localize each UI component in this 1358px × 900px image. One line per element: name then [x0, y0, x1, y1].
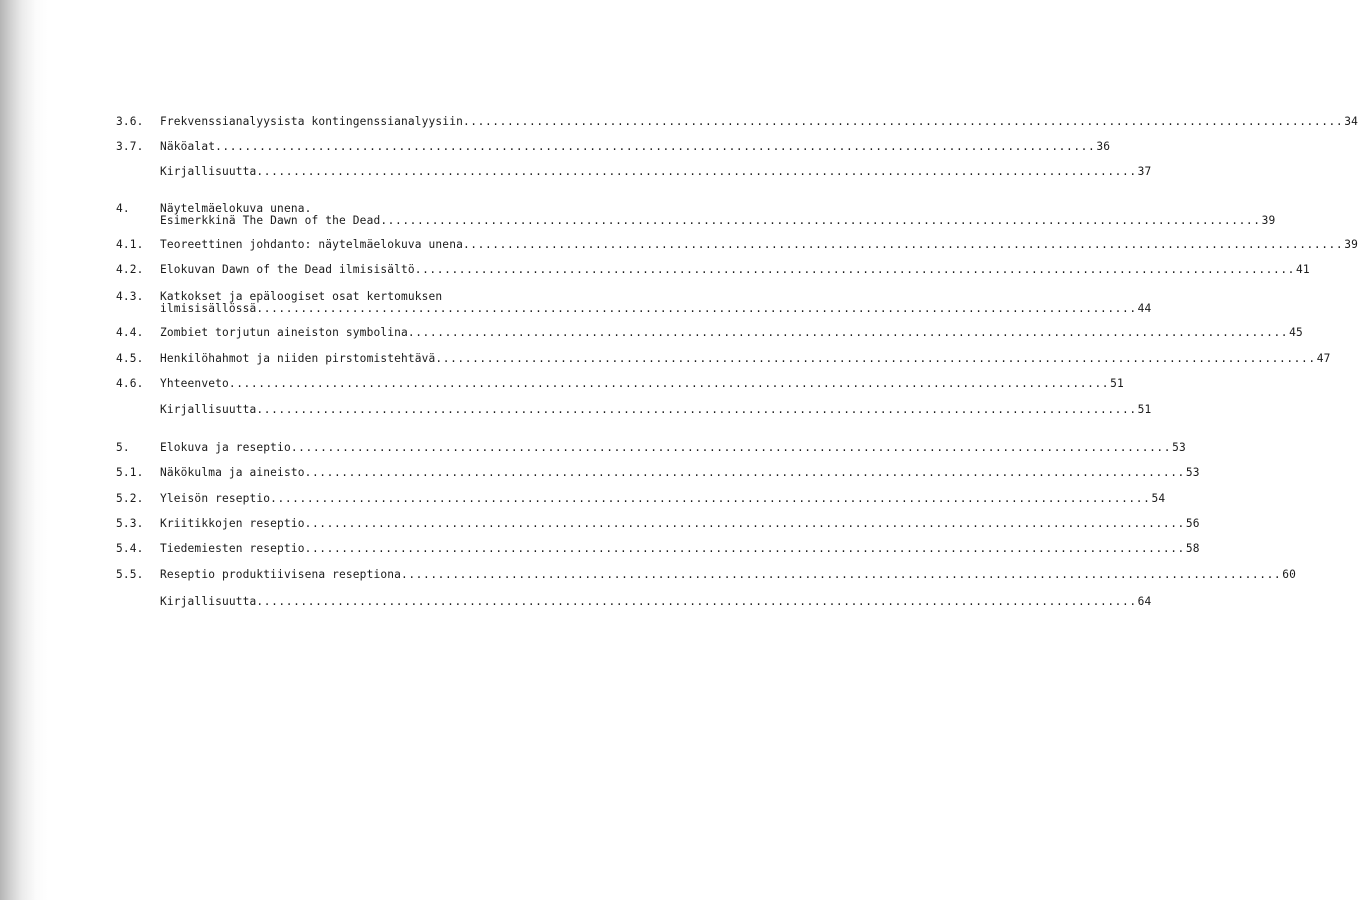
dot-leader: ........................................................................................................................ — [462, 238, 1344, 251]
dot-leader: ........................................................................................................................ — [256, 165, 1137, 178]
dot-leader: ........................................................................................................................ — [228, 377, 1110, 390]
section-title: Zombiet torjutun aineiston symbolina — [160, 326, 408, 339]
section-number: 4. — [116, 202, 130, 215]
section-title-continued: Esimerkkinä The Dawn of the Dead — [160, 214, 381, 227]
page-number: 34 — [1344, 115, 1358, 128]
page-number: 36 — [1096, 140, 1111, 153]
dot-leader: ........................................................................................................................ — [435, 352, 1316, 365]
section-number: 4.3. — [116, 290, 144, 303]
section-title: Frekvenssianalyysista kontingenssianalyysiin — [160, 115, 463, 128]
page-number: 58 — [1185, 542, 1200, 555]
section-title: Yleisön reseptio — [160, 492, 271, 505]
dot-leader: ........................................................................................................................ — [256, 302, 1137, 315]
section-title: Kirjallisuutta — [160, 595, 257, 608]
page-number: 39 — [1344, 238, 1358, 251]
section-title: Katkokset ja epäloogiset osat kertomuksen — [160, 290, 443, 303]
dot-leader: ........................................................................................................................ — [401, 568, 1282, 581]
section-title: Kriitikkojen reseptio — [160, 517, 305, 530]
dot-leader: ........................................................................................................................ — [304, 542, 1185, 555]
section-number: 4.1. — [116, 238, 144, 251]
page-number: 53 — [1185, 466, 1200, 479]
page-number: 45 — [1289, 326, 1303, 339]
page-number: 47 — [1316, 352, 1331, 365]
page-number: 39 — [1261, 214, 1276, 227]
page-number: 64 — [1137, 595, 1152, 608]
section-title-continued: ilmisisällössä — [160, 302, 257, 315]
page-number: 51 — [1137, 403, 1152, 416]
dot-leader: ........................................................................................................................ — [215, 140, 1096, 153]
section-number: 4.2. — [116, 263, 144, 276]
section-number: 4.4. — [116, 326, 144, 339]
section-number: 5.3. — [116, 517, 144, 530]
section-number: 5.1. — [116, 466, 144, 479]
dot-leader: ........................................................................................................................ — [256, 403, 1137, 416]
dot-leader: ........................................................................................................................ — [256, 595, 1137, 608]
dot-leader: ........................................................................................................................ — [414, 263, 1296, 276]
page-number: 37 — [1137, 165, 1152, 178]
section-title: Elokuva ja reseptio — [160, 441, 291, 454]
section-title: Elokuvan Dawn of the Dead ilmisisältö — [160, 263, 415, 276]
dot-leader: ........................................................................................................................ — [407, 326, 1289, 339]
section-number: 5.4. — [116, 542, 144, 555]
section-title: Näkökulma ja aineisto — [160, 466, 305, 479]
page-number: 54 — [1151, 492, 1166, 505]
section-title: Kirjallisuutta — [160, 403, 257, 416]
page-number: 53 — [1172, 441, 1186, 454]
section-number: 3.7. — [116, 140, 144, 153]
dot-leader: ........................................................................................................................ — [304, 517, 1185, 530]
section-title: Yhteenveto — [160, 377, 229, 390]
section-number: 5.2. — [116, 492, 144, 505]
section-number: 4.6. — [116, 377, 144, 390]
page-number: 56 — [1185, 517, 1200, 530]
section-number: 3.6. — [116, 115, 144, 128]
section-title: Teoreettinen johdanto: näytelmäelokuva unena — [160, 238, 463, 251]
dot-leader: ........................................................................................................................ — [462, 115, 1344, 128]
section-title: Näköalat — [160, 140, 216, 153]
dot-leader: ........................................................................................................................ — [270, 492, 1151, 505]
section-number: 4.5. — [116, 352, 144, 365]
page-number: 44 — [1137, 302, 1152, 315]
section-number: 5.5. — [116, 568, 144, 581]
page-number: 51 — [1110, 377, 1124, 390]
page-number: 41 — [1296, 263, 1310, 276]
section-number: 5. — [116, 441, 130, 454]
dot-leader: ........................................................................................................................ — [304, 466, 1185, 479]
section-title: Henkilöhahmot ja niiden pirstomistehtävä — [160, 352, 436, 365]
section-title: Tiedemiesten reseptio — [160, 542, 305, 555]
section-title: Reseptio produktiivisena reseptiona — [160, 568, 401, 581]
section-title: Kirjallisuutta — [160, 165, 257, 178]
dot-leader: ........................................................................................................................ — [290, 441, 1172, 454]
page-number: 60 — [1282, 568, 1297, 581]
dot-leader: ........................................................................................................................ — [380, 214, 1261, 227]
section-title: Näytelmäelokuva unena. — [160, 202, 312, 215]
